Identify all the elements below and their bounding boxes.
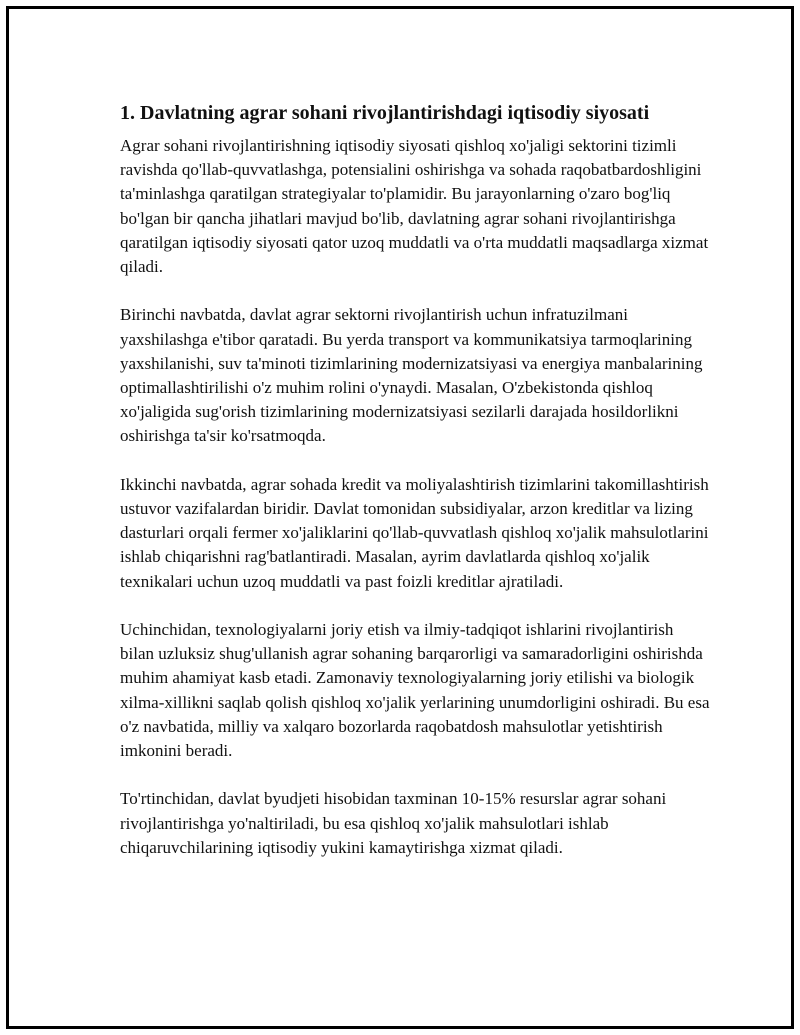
paragraph-second: Ikkinchi navbatda, agrar sohada kredit va moliyalashtirish tizimlarini takomillashtirish ustuvor vazifalardan biridir. Davlat tomonidan subsidiyalar, arzon kreditlar va lizing dasturlari orqali fermer xo'jaliklarini qo'llab-quvvatlash qishloq xo'jalik mahsulotlarini ishlab chiqarishni rag'batlantiradi. Masalan, ayrim davlatlarda qishloq xo'jalik texnikalari uchun uzoq muddatli va past foizli kreditlar ajratiladi.	[120, 474, 709, 591]
paragraph-fourth: To'rtinchidan, davlat byudjeti hisobidan taxminan 10-15% resurslar agrar sohani rivojlantirishga yo'naltiriladi, bu esa qishloq xo'jalik mahsulotlari ishlab chiqaruvchilarining iqtisodiy yukini kamaytirishga xizmat qiladi.	[120, 789, 667, 857]
document-body	[120, 100, 710, 860]
page-frame	[6, 6, 794, 1029]
paragraph-intro: Agrar sohani rivojlantirishning iqtisodiy siyosati qishloq xo'jaligi sektorini tizimli ravishda qo'llab-quvvatlashga, potensialini oshirishga va sohada raqobatbardoshligini ta'minlashga qaratilgan strategiyalar to'plamidir. Bu jarayonlarning o'zaro bog'liq bo'lgan bir qancha jihatlari mavjud bo'lib, davlatning agrar sohani rivojlantirishga qaratilgan iqtisodiy siyosati qator uzoq muddatli va o'rta muddatli maqsadlarga xizmat qiladi.	[120, 136, 709, 277]
paragraph-first: Birinchi navbatda, davlat agrar sektorni rivojlantirish uchun infratuzilmani yaxshilashga e'tibor qaratadi. Bu yerda transport va kommunikatsiya tarmoqlarining yaxshilanishi, suv ta'minoti tizimlarining modernizatsiyasi va energiya manbalarining optimallashtirilishi o'z muhim rolini o'ynaydi. Masalan, O'zbekistonda qishloq xo'jaligida sug'orish tizimlarining modernizatsiyasi sezilarli darajada hosildorlikni oshirishga ta'sir ko'rsatmoqda.	[120, 305, 703, 446]
section-heading: 1. Davlatning agrar sohani rivojlantirishdagi iqtisodiy siyosati	[120, 102, 650, 124]
paragraph-third: Uchinchidan, texnologiyalarni joriy etish va ilmiy-tadqiqot ishlarini rivojlantirish bilan uzluksiz shug'ullanish agrar sohaning barqarorligi va samaradorligini oshirishda muhim ahamiyat kasb etadi. Zamonaviy texnologiyalarning joriy etilishi va biologik xilma-xillikni saqlab qolish qishloq xo'jalik yerlarining unumdorligini oshiradi. Bu esa o'z navbatida, milliy va xalqaro bozorlarda raqobatdosh mahsulotlar yetishtirish imkonini beradi.	[120, 620, 710, 761]
